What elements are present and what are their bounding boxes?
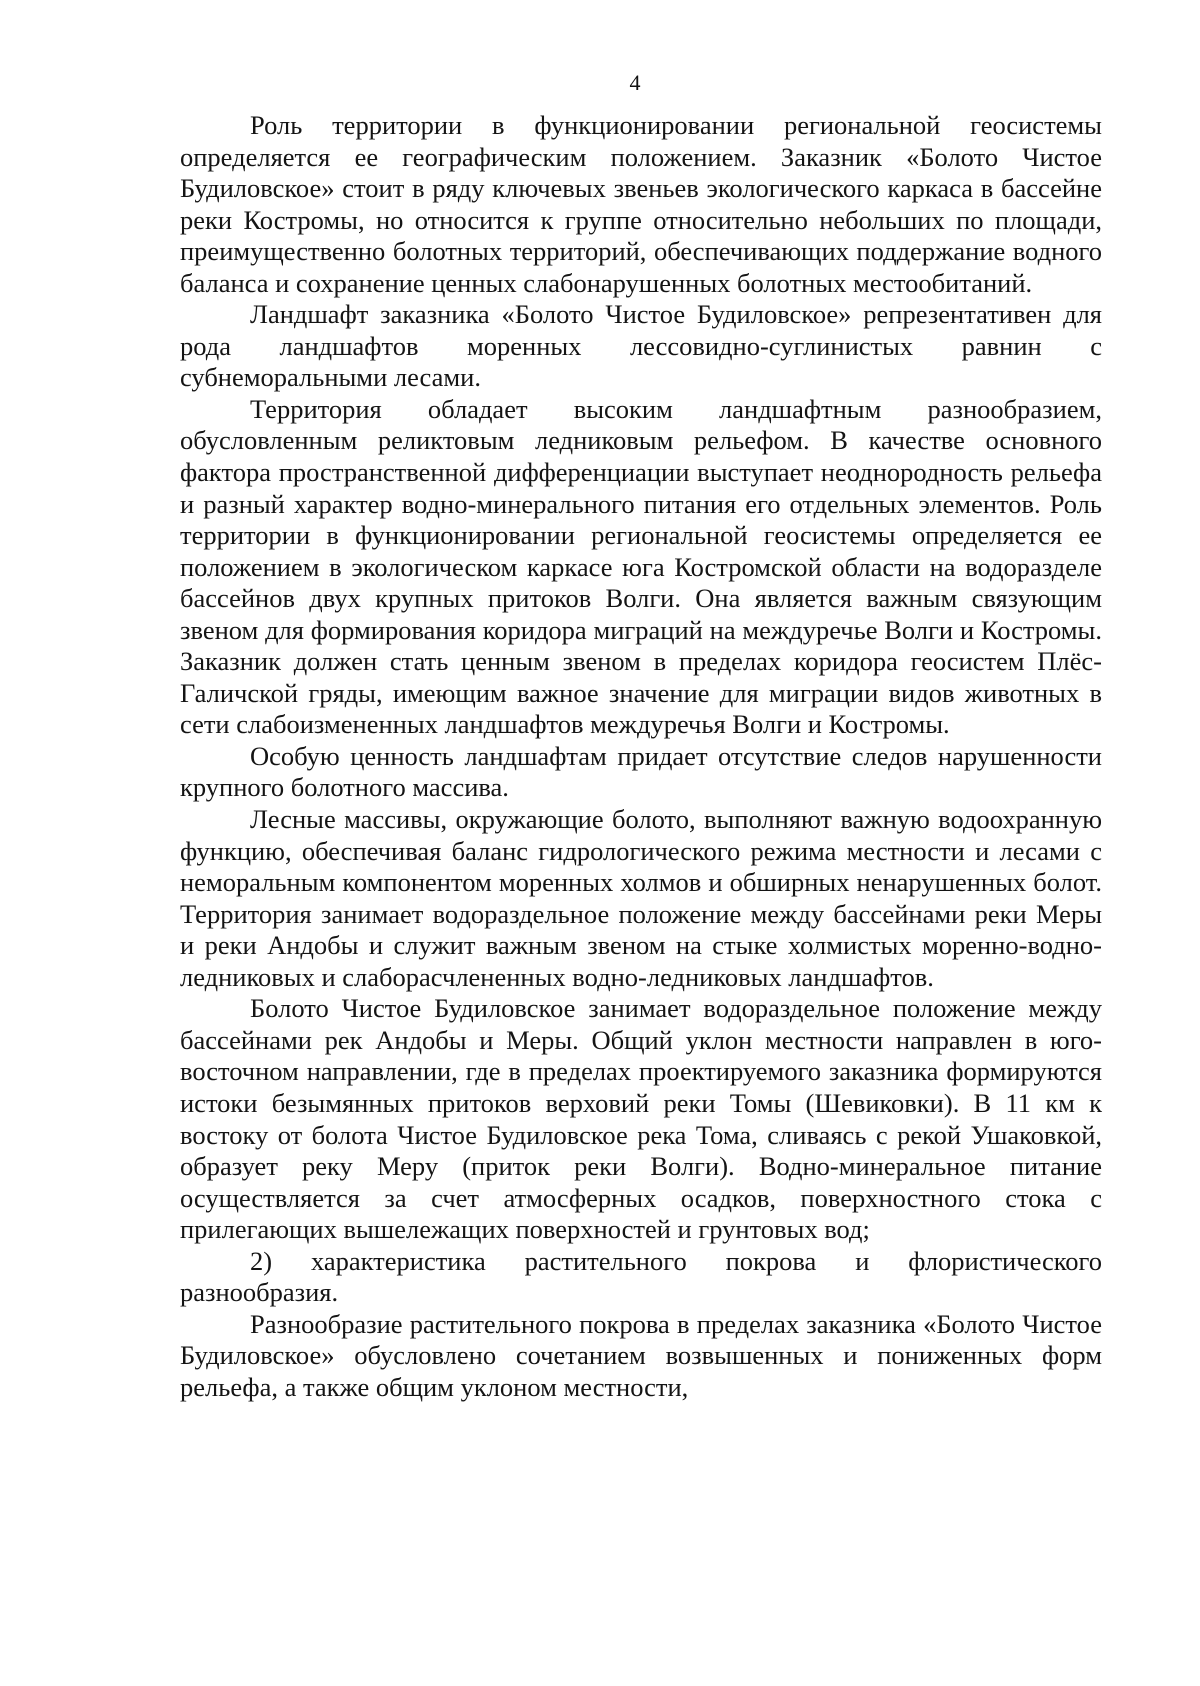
document-body xyxy=(180,110,1102,1403)
paragraph-landscape: Ландшафт заказника «Болото Чистое Будиловское» репрезентативен для рода ландшафтов моренных лессовидно-суглинистых равнин с субнеморальными лесами. xyxy=(180,299,1102,393)
paragraph-section-heading: 2) характеристика растительного покрова и флористического разнообразия. xyxy=(180,1245,1102,1308)
paragraph-watershed-position: Болото Чистое Будиловское занимает водораздельное положение между бассейнами рек Андобы и Меры. Общий уклон местности направлен в юго-восточном направлении, где в пределах проектируемого заказника формируются истоки безымянных притоков верховий реки Томы (Шевиковки). В 11 км к востоку от болота Чистое Будиловское река Тома, сливаясь с рекой Ушаковкой, образует реку Меру (приток реки Волги). Водно-минеральное питание осуществляется за счет атмосферных осадков, поверхностного стока с прилегающих вышележащих поверхностей и грунтовых вод; xyxy=(180,993,1102,1245)
page-number: 4 xyxy=(629,70,641,95)
paragraph-geographic-position: Роль территории в функционировании региональной геосистемы определяется ее географическим положением. Заказник «Болото Чистое Будиловское» стоит в ряду ключевых звеньев экологического каркаса в бассейне реки Костромы, но относится к группе относительно небольших по площади, преимущественно болотных территорий, обеспечивающих поддержание водного баланса и сохранение ценных слабонарушенных болотных местообитаний. xyxy=(180,110,1102,298)
paragraph-landscape-diversity: Территория обладает высоким ландшафтным разнообразием, обусловленным реликтовым ледниковым рельефом. В качестве основного фактора пространственной дифференциации выступает неоднородность рельефа и разный характер водно-минерального питания его отдельных элементов. Роль территории в функционировании региональной геосистемы определяется ее положением в экологическом каркасе юга Костромской области на водоразделе бассейнов двух крупных притоков Волги. Она является важным связующим звеном для формирования коридора миграций на междуречье Волги и Костромы. Заказник должен стать ценным звеном в пределах коридора геосистем Плёс-Галичской гряды, имеющим важное значение для миграции видов животных в сети слабоизмененных ландшафтов междуречья Волги и Костромы. xyxy=(180,393,1102,740)
paragraph-vegetation-diversity: Разнообразие растительного покрова в пределах заказника «Болото Чистое Будиловское» обусловлено сочетанием возвышенных и пониженных форм рельефа, а также общим уклоном местности, xyxy=(180,1308,1102,1402)
paragraph-landscape-value: Особую ценность ландшафтам придает отсутствие следов нарушенности крупного болотного массива. xyxy=(180,740,1102,803)
paragraph-forest-massifs: Лесные массивы, окружающие болото, выполняют важную водоохранную функцию, обеспечивая баланс гидрологического режима местности и лесами с неморальным компонентом моренных холмов и обширных ненарушенных болот. Территория занимает водораздельное положение между бассейнами реки Меры и реки Андобы и служит важным звеном на стыке холмистых моренно-водно-ледниковых и слаборасчлененных водно-ледниковых ландшафтов. xyxy=(180,804,1102,992)
